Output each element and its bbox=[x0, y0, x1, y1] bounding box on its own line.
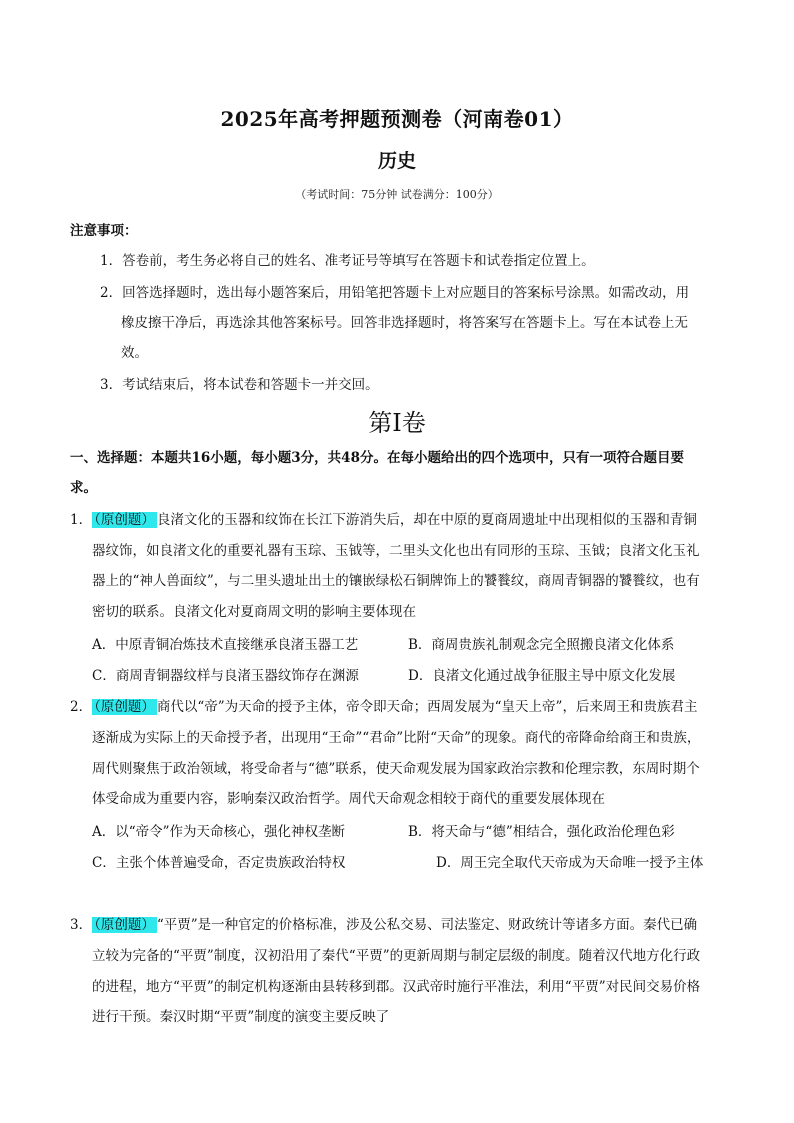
question-stem: 器纹饰，如良渚文化的重要礼器有玉琮、玉钺等，二里头文化也出有同形的玉琮、玉钺；良渚文化玉礼 bbox=[92, 543, 700, 559]
notice-item: 2．回答选择题时，选出每小题答案后，用铅笔把答题卡上对应题目的答案标号涂黑。如需改动，用 bbox=[100, 285, 690, 301]
notice-item: 效。 bbox=[121, 345, 148, 361]
notice-item: 1．答卷前，考生务必将自己的姓名、准考证号等填写在答题卡和试卷指定位置上。 bbox=[100, 253, 595, 269]
original-tag: （原创题） bbox=[94, 917, 155, 933]
question-stem: 进行干预。秦汉时期“平贾”制度的演变主要反映了 bbox=[92, 1009, 390, 1025]
question-number: 3． bbox=[70, 917, 93, 933]
question-stem: 的进程，地方“平贾”的制定机构逐渐由县转移到郡。汉武帝时施行平准法，利用“平贾”对民间交易价格 bbox=[92, 979, 701, 995]
notice-item: 3．考试结束后，将本试卷和答题卡一并交回。 bbox=[100, 377, 379, 393]
option-a: A．以“帝令”作为天命核心，强化神权垄断 bbox=[92, 824, 346, 840]
question-stem: 器上的“神人兽面纹”，与二里头遗址出土的镶嵌绿松石铜牌饰上的饕餮纹，商周青铜器的饕餮纹，也有 bbox=[92, 573, 700, 589]
notice-heading: 注意事项： bbox=[70, 223, 138, 239]
page-title: 2025年高考押题预测卷（河南卷01） bbox=[220, 107, 574, 131]
option-a: A．中原青铜冶炼技术直接继承良渚玉器工艺 bbox=[92, 637, 359, 653]
question-number: 1． bbox=[70, 512, 93, 528]
question-stem: 立较为完备的“平贾”制度，汉初沿用了秦代“平贾”的更新周期与制定层级的制度。随着汉代地方化行政 bbox=[92, 948, 701, 964]
notice-item: 橡皮擦干净后，再选涂其他答案标号。回答非选择题时，将答案写在答题卡上。写在本试卷上无 bbox=[121, 315, 688, 331]
question-1-first-line bbox=[70, 508, 697, 528]
original-tag: （原创题） bbox=[94, 512, 155, 528]
option-c: C．商周青铜器纹样与良渚玉器纹饰存在渊源 bbox=[92, 668, 359, 684]
question-stem: 良渚文化的玉器和纹饰在长江下游消失后，却在中原的夏商周遗址中出现相似的玉器和青铜 bbox=[156, 512, 697, 528]
original-tag: （原创题） bbox=[94, 699, 155, 715]
question-stem: 商代以“帝”为天命的授予主体，帝令即天命；西周发展为“皇天上帝”，后来周王和贵族君主 bbox=[156, 699, 698, 715]
subject-title: 历史 bbox=[377, 150, 416, 172]
section-intro: 一、选择题：本题共16小题，每小题3分，共48分。在每小题给出的四个选项中，只有一项符合题目要 bbox=[70, 450, 684, 466]
question-2-first-line bbox=[70, 695, 697, 715]
question-stem: “平贾”是一种官定的价格标准，涉及公私交易、司法鉴定、财政统计等诸多方面。秦代已确 bbox=[156, 917, 698, 933]
question-stem: 逐渐成为实际上的天命授予者，出现用“王命”“君命”比附“天命”的现象。商代的帝降命给商王和贵族， bbox=[92, 730, 701, 746]
option-b: B．将天命与“德”相结合，强化政治伦理色彩 bbox=[408, 824, 675, 840]
option-d: D．周王完全取代天帝成为天命唯一授予主体 bbox=[436, 855, 704, 871]
exam-meta: （考试时间：75分钟 试卷满分：100分） bbox=[295, 188, 499, 201]
question-stem: 周代则聚焦于政治领域，将受命者与“德”联系，使天命观发展为国家政治宗教和伦理宗教，东周时期个 bbox=[92, 761, 700, 777]
section-title: 第I卷 bbox=[368, 409, 426, 437]
question-3-first-line bbox=[70, 913, 697, 933]
option-b: B．商周贵族礼制观念完全照搬良渚文化体系 bbox=[408, 637, 675, 653]
option-c: C．主张个体普遍受命，否定贵族政治特权 bbox=[92, 855, 346, 871]
question-number: 2． bbox=[70, 699, 93, 715]
question-stem: 体受命成为重要内容，影响秦汉政治哲学。周代天命观念相较于商代的重要发展体现在 bbox=[92, 791, 605, 807]
question-stem: 密切的联系。良渚文化对夏商周文明的影响主要体现在 bbox=[92, 604, 416, 620]
option-d: D．良渚文化通过战争征服主导中原文化发展 bbox=[408, 668, 676, 684]
section-intro: 求。 bbox=[70, 480, 97, 496]
